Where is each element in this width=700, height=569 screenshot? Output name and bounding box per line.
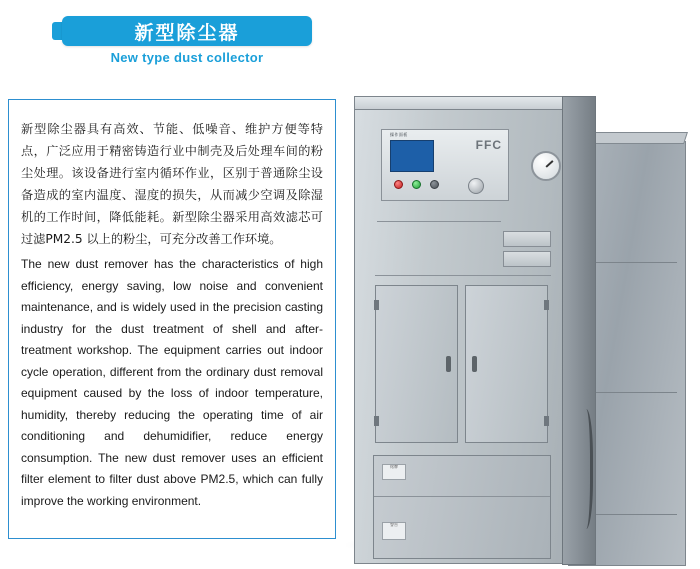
hinge-icon (544, 416, 549, 426)
panel-seam (377, 221, 501, 222)
control-panel-label: 操作面板 (390, 132, 408, 137)
main-machine-unit (354, 108, 596, 564)
machine-top-cap (354, 96, 596, 110)
warning-label: 警告 (382, 522, 406, 540)
selector-knob-icon (468, 178, 484, 194)
page-header (0, 0, 700, 92)
door-handle-icon (446, 356, 451, 372)
reset-button-icon (430, 180, 439, 189)
description-chinese: 新型除尘器具有高效、节能、低噪音、维护方便等特点，广泛应用于精密铸造行业中制壳及后处理车间的粉尘处理。该设备进行室内循环作业，区别于普通除尘设备造成的室内温度、湿度的损失，从而减少空调及除湿机的工作时间，降低能耗。新型除尘器采用高效滤芯可过滤PM2.5 以上的粉尘，可充分改善工作环境。 (21, 122, 323, 246)
access-plate (503, 231, 551, 247)
machine-door-right (465, 285, 548, 443)
power-cable (576, 409, 593, 529)
description-panel (8, 99, 336, 539)
door-handle-icon (472, 356, 477, 372)
nameplate-label: 铭牌 (382, 464, 406, 480)
page-title-cn: 新型除尘器 (134, 21, 240, 44)
page-title-en: New type dust collector (110, 50, 264, 65)
control-display-screen (390, 140, 434, 172)
stop-button-icon (394, 180, 403, 189)
brand-logo-text: FFC (475, 138, 502, 152)
description-english: The new dust remover has the characteristics of high efficiency, energy saving, low noise and convenient maintenance, and is widely used in the precision casting industry for the dust treatment of shell and after-treatment workshop. The equipment carries out indoor cycle operation, different from the ordinary dust removal equipment caused by the loss of indoor temperature, humidity, thereby reducing the operating time of air conditioning and dehumidifier, reduce energy consumption. The new dust remover uses an efficient filter element to filter dust above PM2.5, which can fully improve the working environment. (21, 257, 323, 508)
machine-lower-panel (373, 455, 551, 559)
hinge-icon (544, 300, 549, 310)
panel-seam (374, 496, 550, 497)
machine-door-left (375, 285, 458, 443)
start-button-icon (412, 180, 421, 189)
control-panel (381, 129, 509, 201)
hinge-icon (374, 416, 379, 426)
title-banner (62, 16, 312, 46)
access-plate (503, 251, 551, 267)
hinge-icon (374, 300, 379, 310)
panel-seam (375, 275, 551, 276)
product-photo (336, 86, 700, 566)
pressure-gauge-icon (531, 151, 561, 181)
